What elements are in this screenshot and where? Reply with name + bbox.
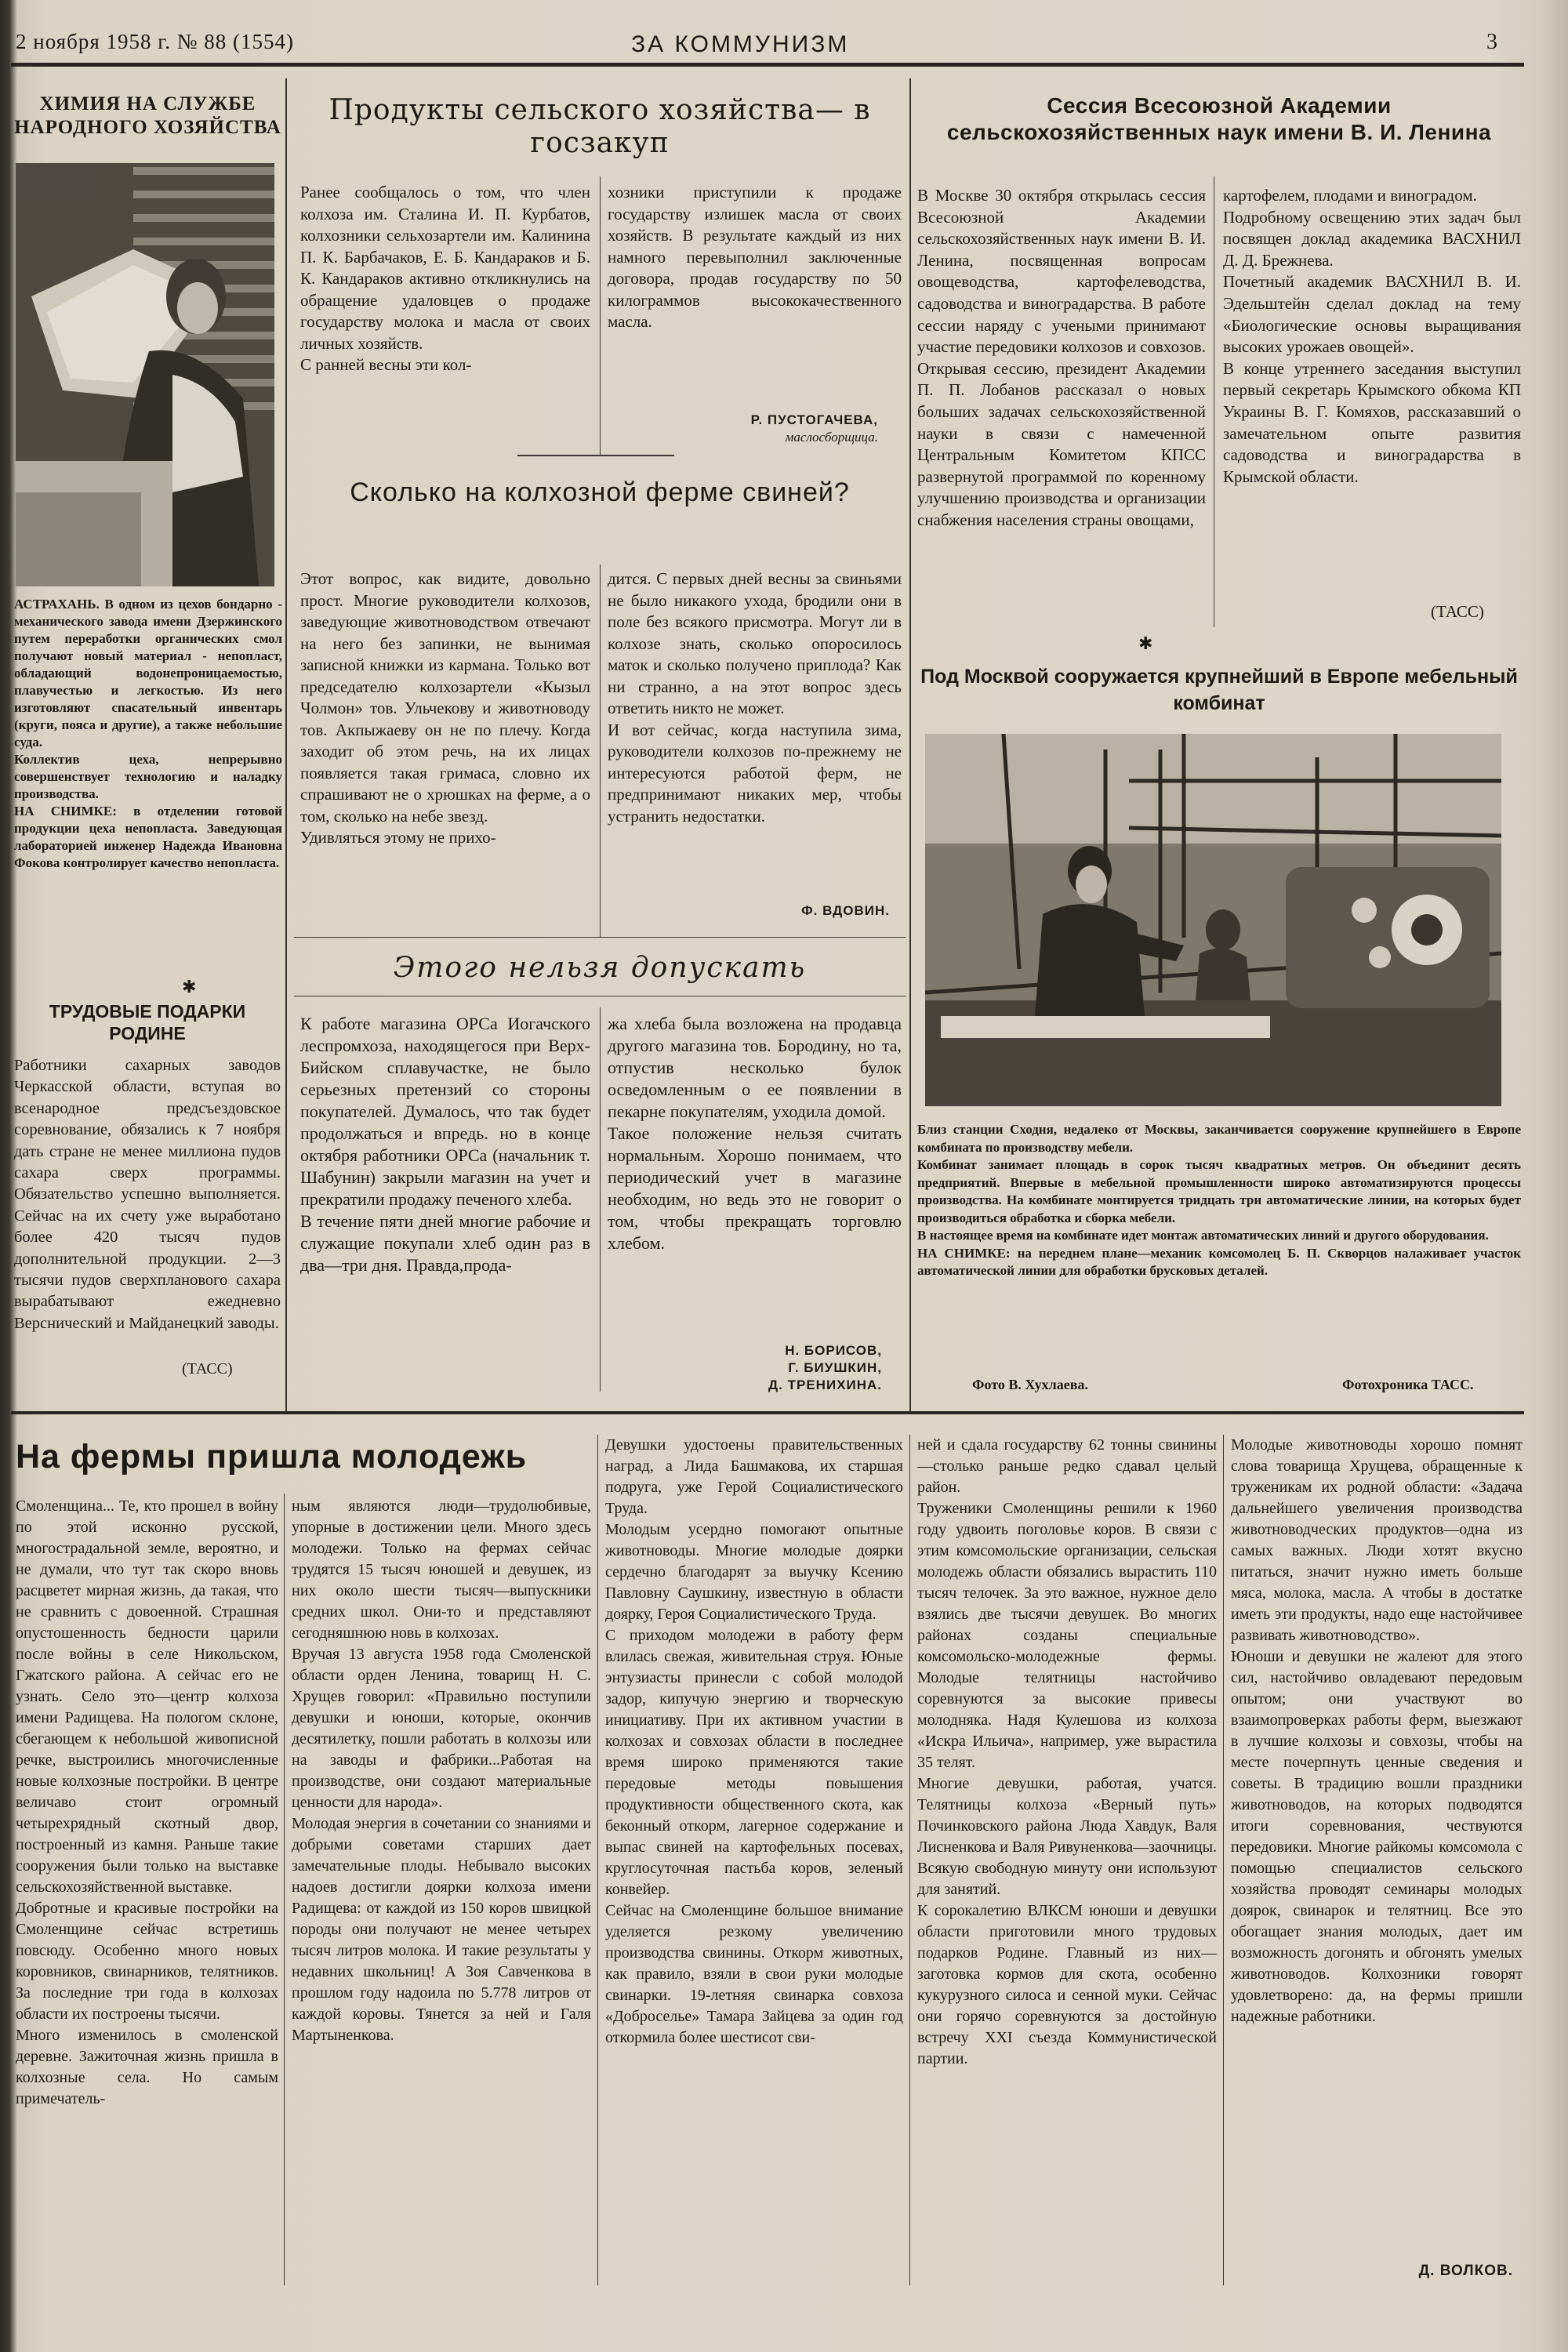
page-number: 3 [1486, 30, 1498, 54]
products-title: Продукты сельского хозяйства— в госзакуп [328, 94, 871, 159]
column-divider [600, 1007, 601, 1392]
products-col1: Ранее сообщалось о том, что член колхоза им. Сталина И. П. Курбатов, колхозники сельхозартели им. Калинина П. К. Барбачаков, Е. Б. Кандараков и Б. К. Кандараков активно откликнулись на обращение удаловцев о продаже государству молока и масла от своих личных хозяйств. С ранней весны эти кол- [300, 183, 590, 374]
notallowed-col1: К работе магазина ОРСа Иогачского леспромхоза, находящегося при Верх-Бийском сплавучастке, не было серьезных претензий со стороны покупателей. Думалось, что так будет продолжаться и впредь. но в конце октября работники ОРСа (начальник т. Шабунин) закрыли магазин на учет и прекратили продажу печеного хлеба. В течение пяти дней многие рабочие и служащие покупали хлеб один раз в два—три дня. Правда,прода- [300, 1014, 590, 1275]
youth-col3: Девушки удостоены правительственных наград, а Лида Башмакова, их старшая подруга, уже Герой Социалистического Труда. Молодым усердно помогают опытные животноводы. Многие молодые доярки сердечно благодарят за выучку Ксению Павловну Саушкину, известную в области доярку, Героя Социалистического Труда. С приходом молодежи в работу ферм влилась свежая, живительная струя. Юные энтузиасты принесли с собой молодой задор, кипучую энергию и творческую инициативу. При их активном участии в колхозах и совхозах области в последнее время широко применяются такие передовые методы повышения продуктивности общественного скота, как беконный откорм, лагерное содержание и выпас свиней на картофельных посевах, круглосуточная пастьба коров, зеленый конвейер. Сейчас на Смоленщине большое внимание уделяется резкому увеличению производства свинины. Откорм животных, как правило, взяли в свои руки молодые свинарки. 19-летняя свинарка совхоза «Доброселье» Тамара Зайцева за один год откормила более шестисот сви- [605, 1436, 903, 2046]
products-author: Р. ПУСТОГАЧЕВА, [750, 412, 878, 427]
issue-date: 2 ноября 1958 г. № 88 (1554) [16, 30, 295, 53]
youth-col1: Смоленщина... Те, кто прошел в войну по этой исконно русской, многострадальной земле, вероятно, и не думали, что тут так скоро вновь расцветет мирная жизнь, да такая, что не сравнить с довоенной. Страшная опустошенность бедности царили после войны в селе Никольском, Гжатского района. А сейчас его не узнать. Село это—центр колхоза имени Радищева. На пологом склоне, сбегающем к небольшой живописной речке, выстроились многочисленные новые колхозные постройки. В центре величаво стоит огромный четырехрядный скотный двор, построенный из камня. Раньше такие сооружения были только на выставке сельскохозяйственной выставке. Добротные и красивые постройки на Смоленщине сейчас встретишь повсюду. Особенно много новых коровников, свинарников, телятников. За последние три года в колхозах области их построены тысячи. Много изменилось в смоленской деревне. Зажиточная жизнь пришла в колхозные села. Но самым примечатель- [16, 1497, 278, 2107]
notallowed-col2: жа хлеба была возложена на продавца другого магазина тов. Бородину, но та, отпустив несколько булок осведомленным о ее появлении в пекарне покупателям, уходила домой. Такое положение нельзя считать нормальным. Хорошо понимаем, что периодический учет в магазине необходим, но ведь это не говорит о том, чтобы прекращать торговлю хлебом. [608, 1014, 902, 1253]
column-divider [600, 564, 601, 937]
column-divider [909, 78, 911, 1411]
section-rule [11, 1411, 1524, 1414]
newspaper-title: ЗА КОММУНИЗМ [631, 31, 850, 57]
youth-col5: Молодые животноводы хорошо помнят слова товарища Хрущева, обращенные к труженикам их родной области: «Задача дальнейшего увеличения производства животноводческих продуктов—одна из самых важных. Люди хотят вкусно питаться, значит нужно иметь больше мяса, молока, масла. А чтобы в достатке иметь эти продукты, надо еще настойчивее развивать животноводство». Юноши и девушки не жалеют для этого сил, настойчиво овладевают передовым опытом; они участвуют во взаимопроверках работы ферм, выезжают в лучшие колхозы и совхозы, чтобы на месте почерпнуть ценные сведения и советы. В традицию вошли праздники животноводов, на которых подводятся итоги соревнования, чествуются передовики. Многие райкомы комсомола с помощью специалистов сельского хозяйства проводят семинары молодых доярок, свинарок и телятниц. Все это обогащает знания молодых, дает им возможность догонять и обгонять умелых животноводов. Колхозники говорят удовлетворено: да, на фермы пришли надежные работники. [1231, 1436, 1523, 2025]
section-rule [517, 455, 674, 456]
session-source: (ТАСС) [1431, 602, 1484, 621]
notallowed-author: Д. ТРЕНИХИНА. [768, 1377, 882, 1392]
furniture-caption: Близ станции Сходня, недалеко от Москвы, заканчивается сооружение крупнейшего в Европе комбината по производству мебели. Комбинат занимает площадь в сорок тысяч квадратных метров. Он объединит десять предприятий. Впервые в мебельной промышленности широко автоматизируются процессы производства. На комбинате монтируется тридцать три автоматические линии, на которых будет производиться обработка и сборка мебели. В настоящее время на комбинате идет монтаж автоматических линий и другого оборудования. НА СНИМКЕ: на переднем плане—механик комсомолец Б. П. Скворцов налаживает участок автоматической линии для обработки брусковых деталей. [917, 1122, 1521, 1278]
furniture-title: Под Москвой сооружается крупнейший в Европе мебельный комбинат [920, 666, 1518, 714]
youth-title: На фермы пришла молодежь [16, 1438, 528, 1475]
masthead-rule [11, 63, 1524, 67]
youth-author: Д. ВОЛКОВ. [1418, 2263, 1513, 2279]
gifts-title: ТРУДОВЫЕ ПОДАРКИ РОДИНЕ [49, 1001, 246, 1044]
section-rule [294, 937, 906, 938]
session-col2: картофелем, плодами и виноградом. Подробному освещению этих задач был посвящен доклад академика ВАСХНИЛ Д. Д. Брежнева. Почетный академик ВАСХНИЛ В. И. Эдельштейн сделал доклад на тему «Биологические основы выращивания высоких урожаев овощей». В конце утреннего заседания выступил первый секретарь Крымского обкома КП Украины В. Г. Комяхов, рассказавший о замечательном опыте развития садоводства и виноградарства в Крымской области. [1223, 186, 1521, 486]
gifts-text: Работники сахарных заводов Черкасской области, вступая во всенародное предсъездовское соревнование, обязались к 7 ноября дать стране не менее миллиона пудов сахара сверх программы. Обязательство успешно выполняется. Сейчас на их счету уже выработано более 420 тысяч пудов дополнительной продукции. 2—3 тысячи пудов сверхпланового сахара вырабатывают ежедневно Верснический и Майданецкий заводы. [14, 1057, 281, 1332]
pigs-author: Ф. ВДОВИН. [801, 903, 890, 918]
column-divider [284, 1494, 285, 2285]
session-col1: В Москве 30 октября открылась сессия Всесоюзной Академии сельскохозяйственных наук имени В. И. Ленина, посвященная вопросам овощеводства, картофелеводства, садоводства и виноградарства. В работе сессии наряду с учеными принимают участие передовики колхозов и совхозов. Открывая сессию, президент Академии П. П. Лобанов рассказал о новых больших задачах сельскохозяйственной науки в связи с намеченной Центральным Комитетом КПСС развернутой программой по коренному улучшению производства и организации снабжения населения страны овощами, [917, 186, 1206, 529]
column-divider [909, 1435, 910, 2285]
pigs-col1: Этот вопрос, как видите, довольно прост. Многие руководители колхозов, заведующие животноводством отвечают на него без запинки, не вынимая записной книжки из кармана. Только вот председателю колхозартели «Кызыл Чолмон» тов. Ульчекову и животноводу тов. Акпыжаеву он не по плечу. Когда заходит об этом речь, на их лицах появляется такая гримаса, словно их спрашивают не о хрюшках на ферме, а о том, сколько на небе звезд. Удивляться этому не прихо- [300, 569, 590, 847]
star-ornament-icon: ✱ [182, 977, 197, 996]
chemistry-caption: АСТРАХАНЬ. В одном из цехов бондарно - механического завода имени Дзержинского путем переработки органических смол получают новый материал - непопласт, обладающий водонепроницаемостью, плавучестью и легкостью. Из него изготовляют спасательный инвентарь (круги, пояса и другие), а также небольшие суда. Коллектив цеха, непрерывно совершенствует технологию и наладку производства. НА СНИМКЕ: в отделении готовой продукции цеха непопласта. Заведующая лабораторией инженер Надежда Ивановна Фокова контролирует качество непопласта. [14, 597, 282, 870]
star-ornament-icon: ✱ [1138, 633, 1153, 653]
pigs-col2: дится. С первых дней весны за свиньями не было никакого ухода, бродили они в поле без всякого присмотра. Могут ли в колхозе знать, сколько опоросилось маток и сколько получено приплода? Как ни странно, а на этот вопрос здесь ответить никто не может. И вот сейчас, когда наступила зима, руководители колхозов по-прежнему не интересуются работой ферм, не предпринимают никаких мер, чтобы устранить недостатки. [608, 569, 902, 826]
column-divider [600, 176, 601, 455]
products-author-role: маслосборщица. [785, 430, 878, 445]
column-divider [597, 1435, 598, 2285]
session-title: Сессия Всесоюзной Академии сельскохозяйственных наук имени В. И. Ленина [946, 93, 1492, 144]
column-divider [1223, 1435, 1224, 2285]
pigs-title: Сколько на колхозной ферме свиней? [350, 477, 850, 507]
chemistry-title: ХИМИЯ НА СЛУЖБЕ НАРОДНОГО ХОЗЯЙСТВА [14, 93, 281, 138]
furniture-photo [925, 734, 1501, 1106]
notallowed-authors [608, 1342, 882, 1394]
gifts-source: (ТАСС) [182, 1360, 233, 1377]
furniture-agency-credit: Фотохроника ТАСС. [1342, 1377, 1474, 1392]
youth-col4: ней и сдала государству 62 тонны свинины—столько раньше редко сдавал целый район. Труженики Смоленщины решили к 1960 году удвоить поголовье коров. В связи с этим комсомольские организации, сельская молодежь области обязались вырастить 110 тысяч телочек. За это важное, нужное дело взялись две тысячи девушек. Во многих районах созданы специальные комсомольско-молодежные фермы. Молодые телятницы настойчиво соревнуются за высокие привесы молодняка. Надя Кулешова из колхоза «Искра Ильича», например, уже вырастила 35 телят. Многие девушки, работая, учатся. Телятницы колхоза «Верный путь» Починковского района Люда Хавдук, Валя Лисненкова и Валя Ривуненкова—заочницы. Всякую свободную минуту они используют для занятий. К сорокалетию ВЛКСМ юноши и девушки области приготовили много трудовых подарков Родине. Главный из них—заготовка кормов для скота, особенно кукурузного силоса и сенной муки. Сейчас они горячо соревнуются за достойную встречу XXI съезда Коммунистической партии. [917, 1436, 1217, 2067]
products-col2: хозники приступили к продаже государству излишек масла от своих хозяйств. В результате каждый из них намного перевыполнил заключенные договора, продав государству по 50 килограммов высококачественного масла. [608, 183, 902, 331]
notallowed-title: Этого нельзя допускать [393, 952, 807, 984]
notallowed-author: Н. БОРИСОВ, [785, 1343, 882, 1358]
column-divider [285, 78, 287, 1411]
chemistry-photo [16, 163, 274, 586]
youth-col2: ным являются люди—трудолюбивые, упорные в достижении цели. Много здесь молодежи. Только на фермах сейчас трудятся 15 тысяч юношей и девушек, из них около шести тысяч—выпускники средних школ. Они-то и представляют сегодняшнюю новь в колхозах. Вручая 13 августа 1958 года Смоленской области орден Ленина, товарищ Н. С. Хрущев говорил: «Правильно поступили девушки и юноши, которые, окончив десятилетку, пошли работать в колхозы или на заводы и фабрики...Работая на производстве, они создают материальные ценности для народа». Молодая энергия в сочетании со знаниями и добрыми советами старших дает замечательные плоды. Небывало высоких надоев достигли доярки колхоза имени Радищева: от каждой из 150 коров швицкой породы они получают не менее четырех тысяч литров молока. И такие результаты у недавних школьниц! А Зоя Савченкова в прошлом году надоила по 5.778 литров от каждой коровы. Тянется за ней и Галя Мартыненкова. [292, 1497, 591, 2044]
furniture-photo-credit: Фото В. Хухлаева. [972, 1377, 1088, 1392]
notallowed-author: Г. БИУШКИН, [788, 1360, 882, 1375]
